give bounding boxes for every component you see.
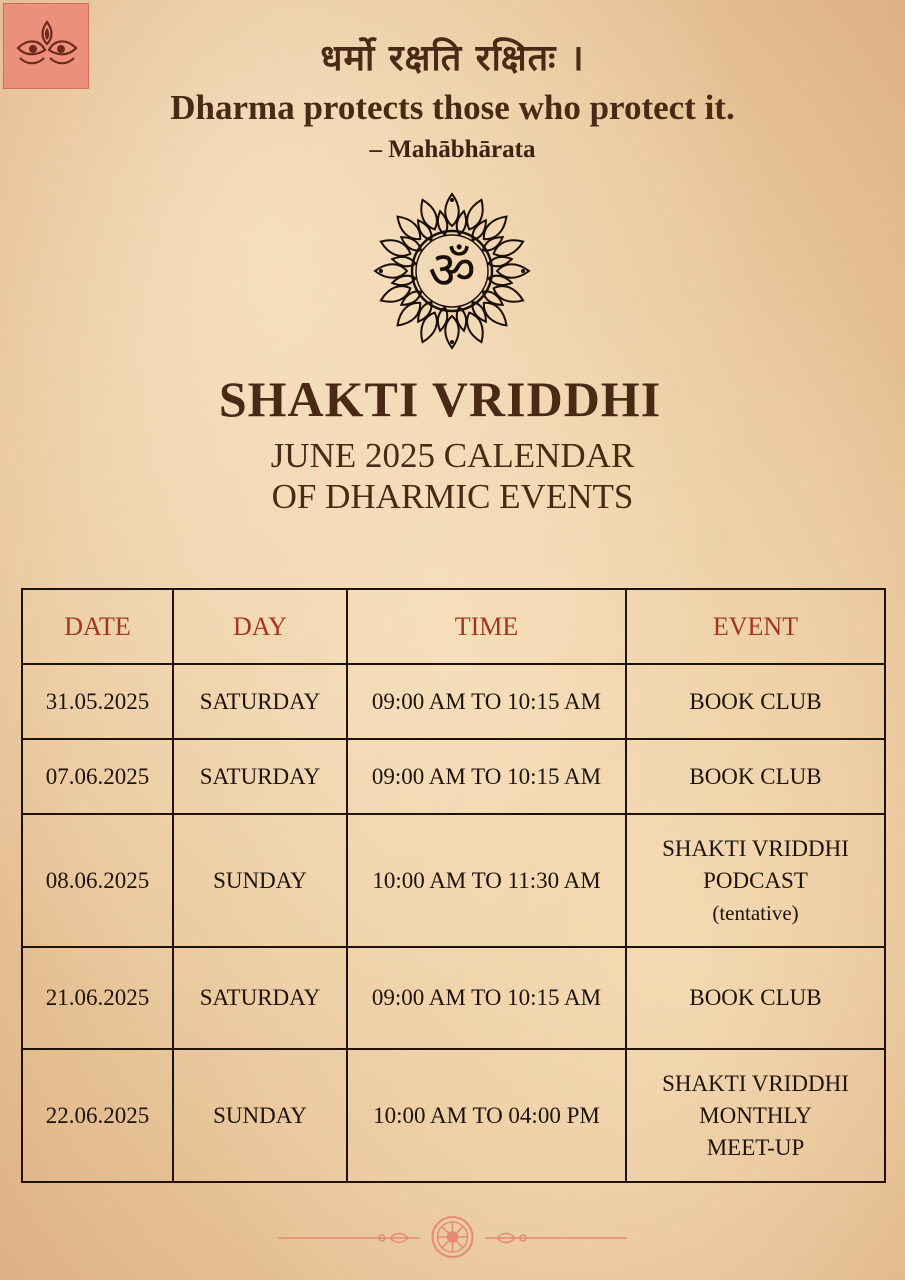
cell-event bbox=[626, 1049, 885, 1182]
table-row bbox=[22, 1049, 885, 1182]
events-table bbox=[21, 588, 886, 1183]
quote-translation: Dharma protects those who protect it. bbox=[170, 88, 735, 127]
table-row bbox=[22, 814, 885, 947]
quote-source: – Mahābhārata bbox=[369, 136, 536, 163]
cell-time: 10:00 AM TO 04:00 PM bbox=[347, 1049, 626, 1182]
table-row bbox=[22, 947, 885, 1049]
cell-day: SUNDAY bbox=[173, 1049, 347, 1182]
event-line: MEET-UP bbox=[706, 1134, 805, 1160]
footer-ornament bbox=[270, 1210, 635, 1260]
table-header-row bbox=[22, 589, 885, 664]
subtitle-line-2: OF DHARMIC EVENTS bbox=[271, 477, 634, 516]
cell-time: 09:00 AM TO 10:15 AM bbox=[347, 739, 626, 814]
cell-day: SATURDAY bbox=[173, 947, 347, 1049]
cell-date: 31.05.2025 bbox=[22, 664, 173, 739]
cell-date: 21.06.2025 bbox=[22, 947, 173, 1049]
header-date: DATE bbox=[22, 589, 173, 664]
cell-day: SATURDAY bbox=[173, 739, 347, 814]
header-time: TIME bbox=[347, 589, 626, 664]
om-mandala bbox=[373, 192, 531, 350]
event-line: MONTHLY bbox=[699, 1102, 812, 1128]
sanskrit-quote: धर्मो रक्षति रक्षितः । bbox=[320, 38, 585, 79]
cell-date: 07.06.2025 bbox=[22, 739, 173, 814]
cell-date: 22.06.2025 bbox=[22, 1049, 173, 1182]
event-line: BOOK CLUB bbox=[689, 985, 822, 1010]
event-line: PODCAST bbox=[703, 867, 808, 893]
event-line: BOOK CLUB bbox=[689, 688, 822, 714]
org-name: SHAKTI VRIDDHI bbox=[218, 371, 662, 427]
subtitle-line-1: JUNE 2025 CALENDAR bbox=[270, 436, 635, 475]
cell-day: SUNDAY bbox=[173, 814, 347, 947]
cell-date: 08.06.2025 bbox=[22, 814, 173, 947]
cell-event bbox=[626, 739, 885, 814]
cell-time: 09:00 AM TO 10:15 AM bbox=[347, 947, 626, 1049]
cell-event bbox=[626, 664, 885, 739]
dharma-wheel-ornament-icon bbox=[270, 1210, 635, 1260]
cell-day: SATURDAY bbox=[173, 664, 347, 739]
event-line: SHAKTI VRIDDHI bbox=[662, 1070, 849, 1096]
calendar-subtitle bbox=[0, 435, 905, 517]
header-event: EVENT bbox=[626, 589, 885, 664]
cell-event bbox=[626, 814, 885, 947]
table-row bbox=[22, 664, 885, 739]
event-note: (tentative) bbox=[712, 900, 799, 925]
om-symbol: ॐ bbox=[428, 241, 476, 301]
cell-time: 10:00 AM TO 11:30 AM bbox=[347, 814, 626, 947]
header-day: DAY bbox=[173, 589, 347, 664]
cell-event bbox=[626, 947, 885, 1049]
event-line: BOOK CLUB bbox=[689, 763, 822, 789]
cell-time: 09:00 AM TO 10:15 AM bbox=[347, 664, 626, 739]
event-line: SHAKTI VRIDDHI bbox=[662, 835, 849, 861]
table-row bbox=[22, 739, 885, 814]
